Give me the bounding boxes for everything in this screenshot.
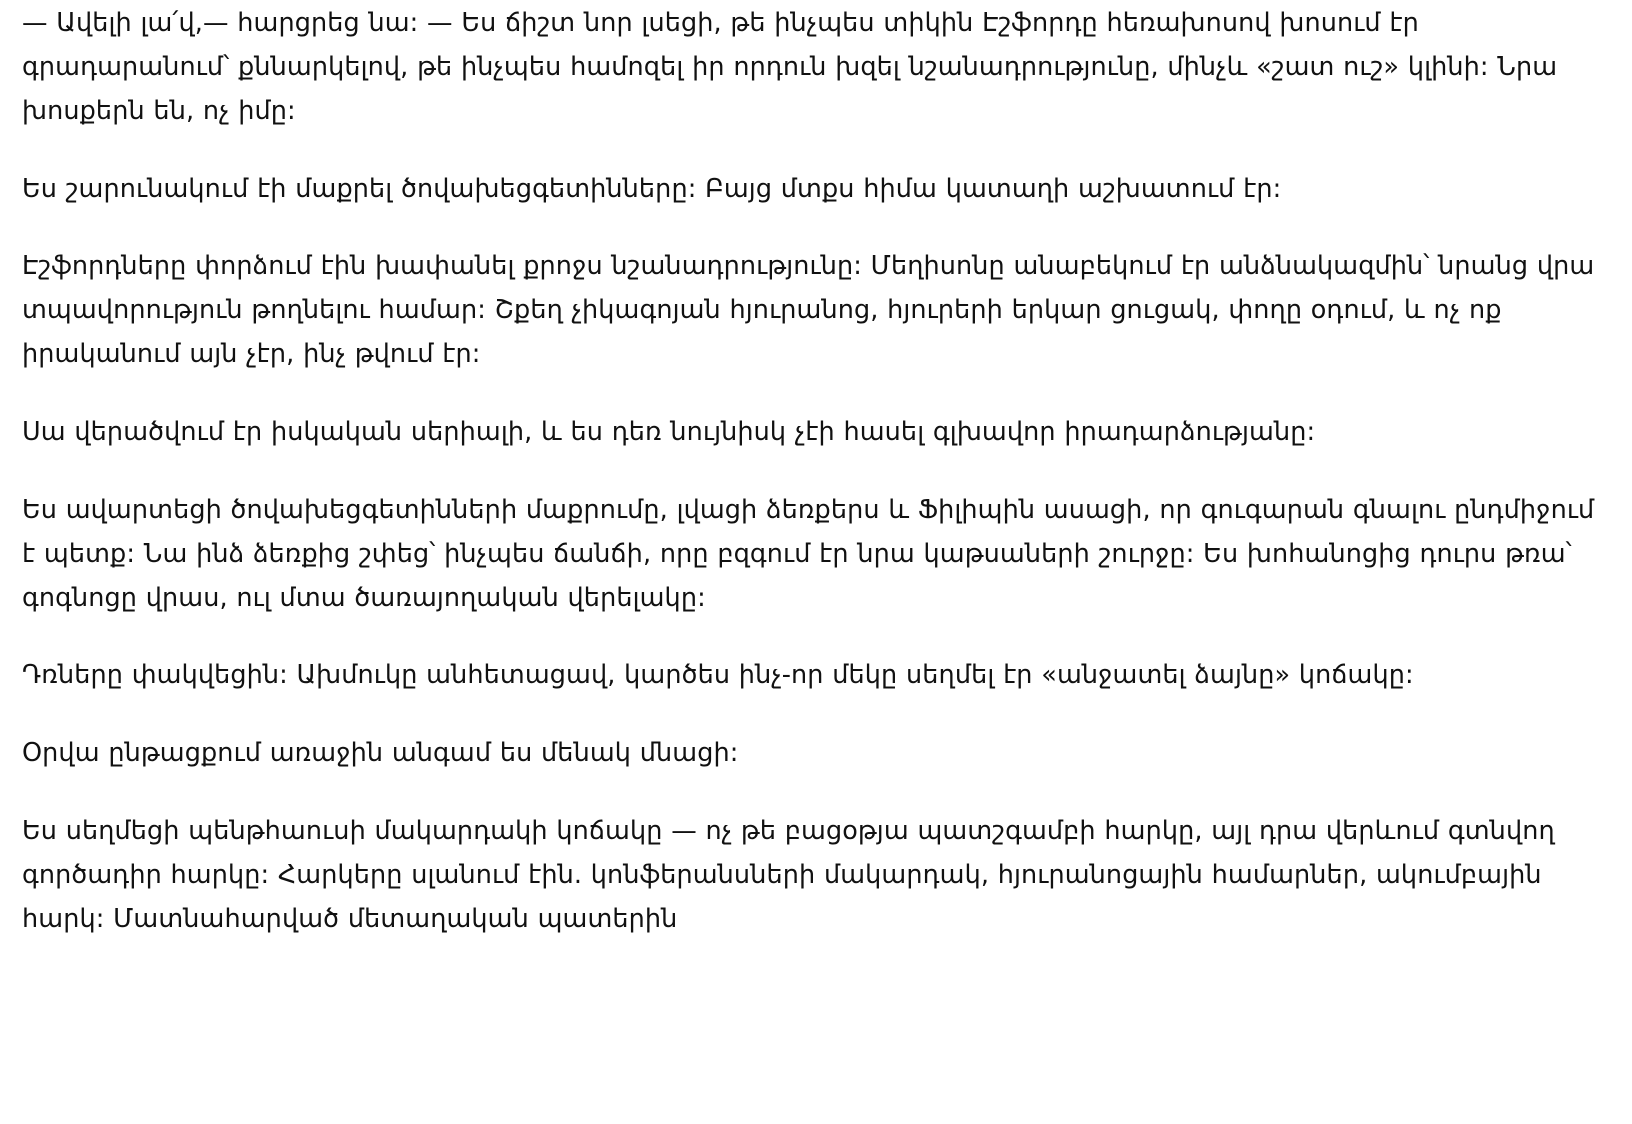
paragraph: — Ավելի լա՛վ,— հարցրեց նա: — Ես ճիշտ նոր լսեցի, թե ինչպես տիկին Էշֆորդը հեռախոսով խոսում էր գրադարանում՝ քննարկելով, թե ինչպես համոզել իր որդուն խզել նշանադրությունը, մինչև «շատ ուշ» կլինի: Նրա խոսքերն են, ոչ իմը:: [22, 8, 1558, 126]
paragraph: Օրվա ընթացքում առաջին անգամ ես մենակ մնացի:: [22, 738, 739, 769]
paragraph: Էշֆորդները փորձում էին խափանել քրոջս նշանադրությունը: Մեղիսոնը անաբեկում էր անձնակազմին՝ նրանց վրա տպավորություն թողնելու համար: Շքեղ չիկագոյան հյուրանոց, հյուրերի երկար ցուցակ, փողը օդում, և ոչ ոք իրականում այն չէր, ինչ թվում էր:: [22, 251, 1595, 370]
paragraph: Սա վերածվում էր իսկական սերիալի, և ես դեռ նույնիսկ չէի հասել գլխավոր իրադարձությանը:: [22, 417, 1316, 448]
paragraph: Դռները փակվեցին: Ախմուկը անհետացավ, կարծես ինչ-որ մեկը սեղմել էր «անջատել ձայնը» կոճակը:: [22, 660, 1414, 691]
paragraph: Ես ավարտեցի ծովախեցգետինների մաքրումը, լվացի ձեռքերս և Ֆիլիպին ասացի, որ գուգարան գնալու ընդմիջում է պետք: Նա ինձ ձեռքից շփեց՝ ինչպես ճանճի, որը բզգում էր նրա կաթսաների շուրջը: Ես խոհանոցից դուրս թռա՝ գոգնոցը վրաս, ուլ մտա ծառայողական վերելակը:: [22, 494, 1595, 613]
paragraph: Ես սեղմեցի պենթհաուսի մակարդակի կոճակը — ոչ թե բացօթյա պատշգամբի հարկը, այլ դրա վերևում գտնվող գործադիր հարկը: Հարկերը սլանում էին. կոնֆերանսների մակարդակ, հյուրանոցային համարներ, ակումբային հարկ: Մատնահարված մետաղական պատերին: [22, 816, 1555, 934]
paragraph: Ես շարունակում էի մաքրել ծովախեցգետինները: Բայց մտքս հիմա կատաղի աշխատում էր:: [22, 173, 1282, 204]
document-body: [22, 0, 1602, 942]
